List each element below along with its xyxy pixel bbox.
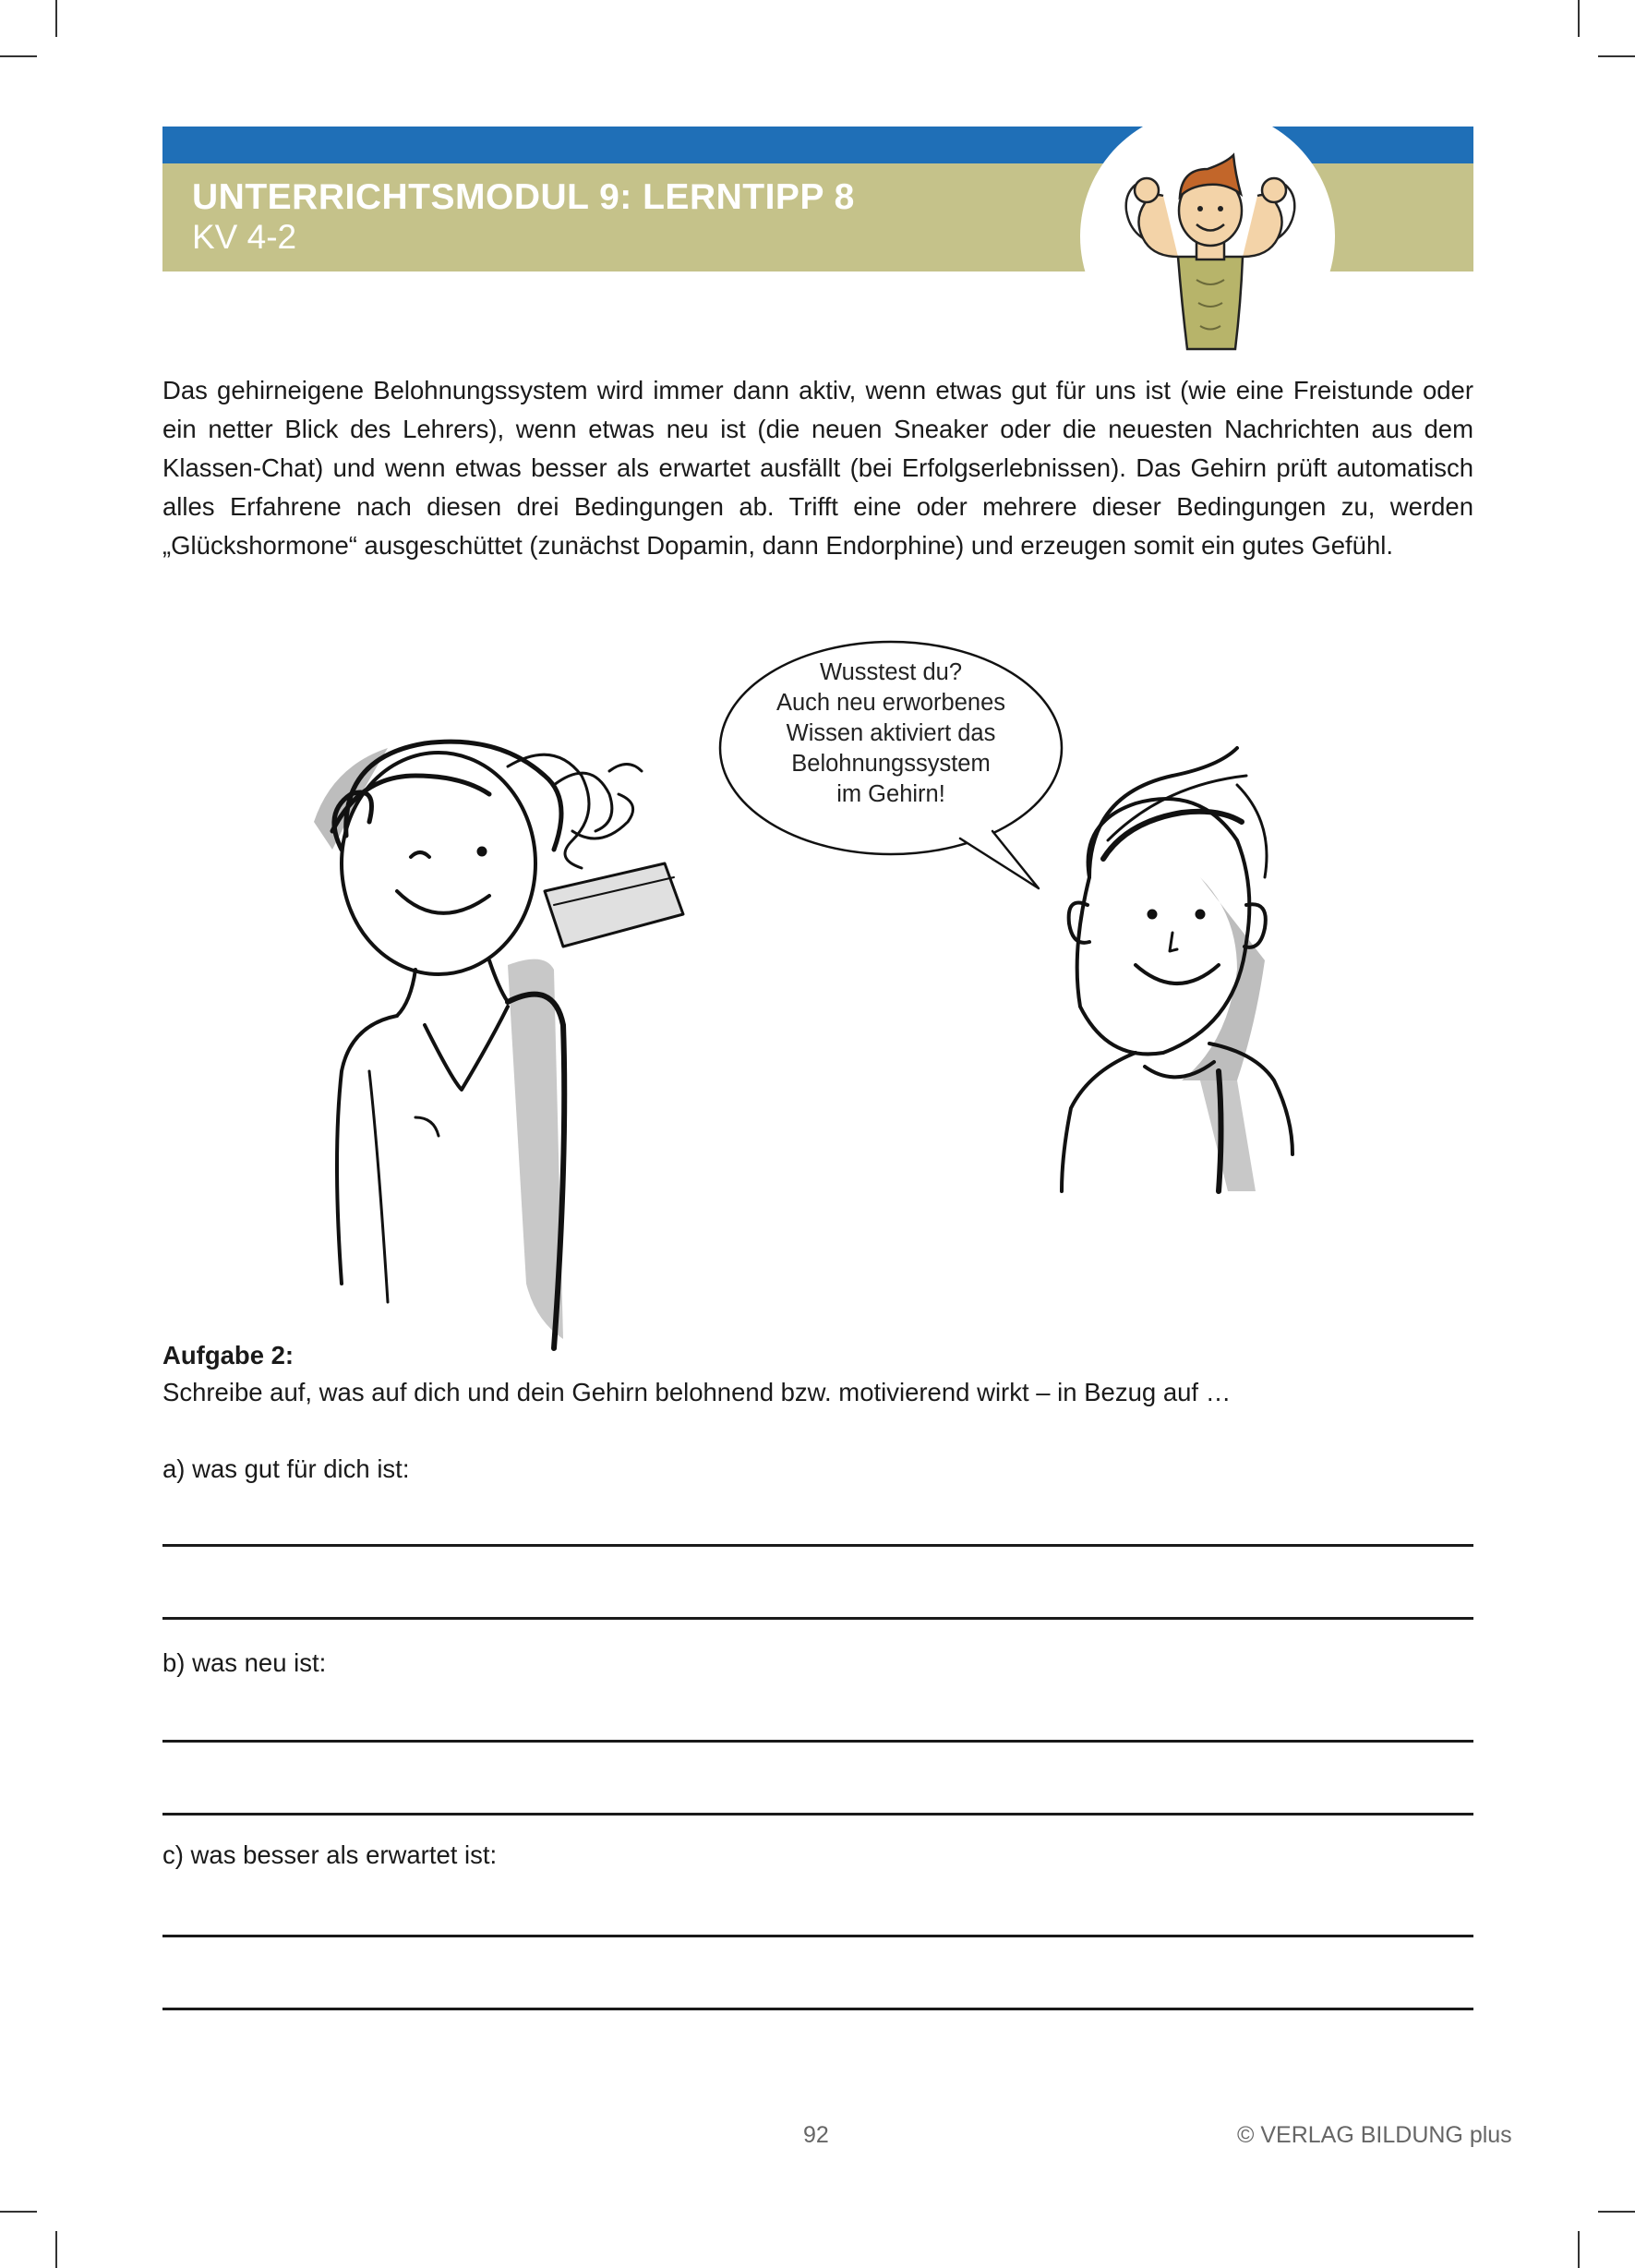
writing-line[interactable] bbox=[162, 1935, 1473, 1937]
task-item-label: a) was gut für dich ist: bbox=[162, 1454, 410, 1483]
writing-line[interactable] bbox=[162, 1617, 1473, 1620]
crop-mark bbox=[0, 55, 37, 57]
crop-mark bbox=[1598, 55, 1635, 57]
copyright-notice: © VERLAG BILDUNG plus bbox=[1237, 2122, 1512, 2148]
task-item-label: c) was besser als erwartet ist: bbox=[162, 1840, 498, 1869]
crop-mark bbox=[55, 2231, 57, 2268]
crop-mark bbox=[1578, 0, 1580, 37]
speech-line: Wusstest du? bbox=[819, 659, 963, 685]
task-item-label: b) was neu ist: bbox=[162, 1648, 327, 1677]
speech-bubble bbox=[720, 657, 1062, 810]
speech-line: Wissen aktiviert das bbox=[786, 720, 996, 746]
strong-man-flexing-icon bbox=[1078, 118, 1337, 368]
intro-paragraph: Das gehirneigene Belohnungssystem wird immer dann aktiv, wenn etwas gut für uns ist (wie eine Freistunde oder ein netter Blick des Lehrers), wenn etwas neu ist (die neuen Sneaker oder die neuesten Nachrichten aus dem Klassen-Chat) und wenn etwas besser als erwartet ausfällt (bei Erfolgserlebnissen). Das Gehirn prüft automatisch alles Erfahrene nach diesen drei Bedingungen ab. Trifft eine oder mehrere dieser Bedingungen zu, werden „Glückshormone“ ausgeschüttet (zunächst Dopamin, dann Endorphine) und erzeugen somit ein gutes Gefühl. bbox=[162, 376, 1473, 560]
writing-line[interactable] bbox=[162, 1813, 1473, 1816]
crop-mark bbox=[1598, 2211, 1635, 2213]
task-heading: Aufgabe 2: bbox=[162, 1341, 295, 1369]
module-title: UNTERRICHTSMODUL 9: LERNTIPP 8 bbox=[192, 177, 855, 217]
worksheet-code: KV 4-2 bbox=[192, 218, 297, 256]
page-number: 92 bbox=[803, 2122, 829, 2148]
speech-line: Auch neu erworbenes bbox=[775, 690, 1006, 716]
crop-mark bbox=[55, 0, 57, 37]
crop-mark bbox=[1578, 2231, 1580, 2268]
crop-mark bbox=[0, 2211, 37, 2213]
speech-line: Belohnungssystem bbox=[791, 751, 991, 777]
task-instruction: Schreibe auf, was auf dich und dein Gehirn belohnend bzw. motivierend wirkt – in Bezug auf … bbox=[162, 1378, 1232, 1406]
speech-line: im Gehirn! bbox=[836, 781, 945, 807]
writing-line[interactable] bbox=[162, 2008, 1473, 2010]
writing-line[interactable] bbox=[162, 1544, 1473, 1547]
writing-line[interactable] bbox=[162, 1740, 1473, 1743]
